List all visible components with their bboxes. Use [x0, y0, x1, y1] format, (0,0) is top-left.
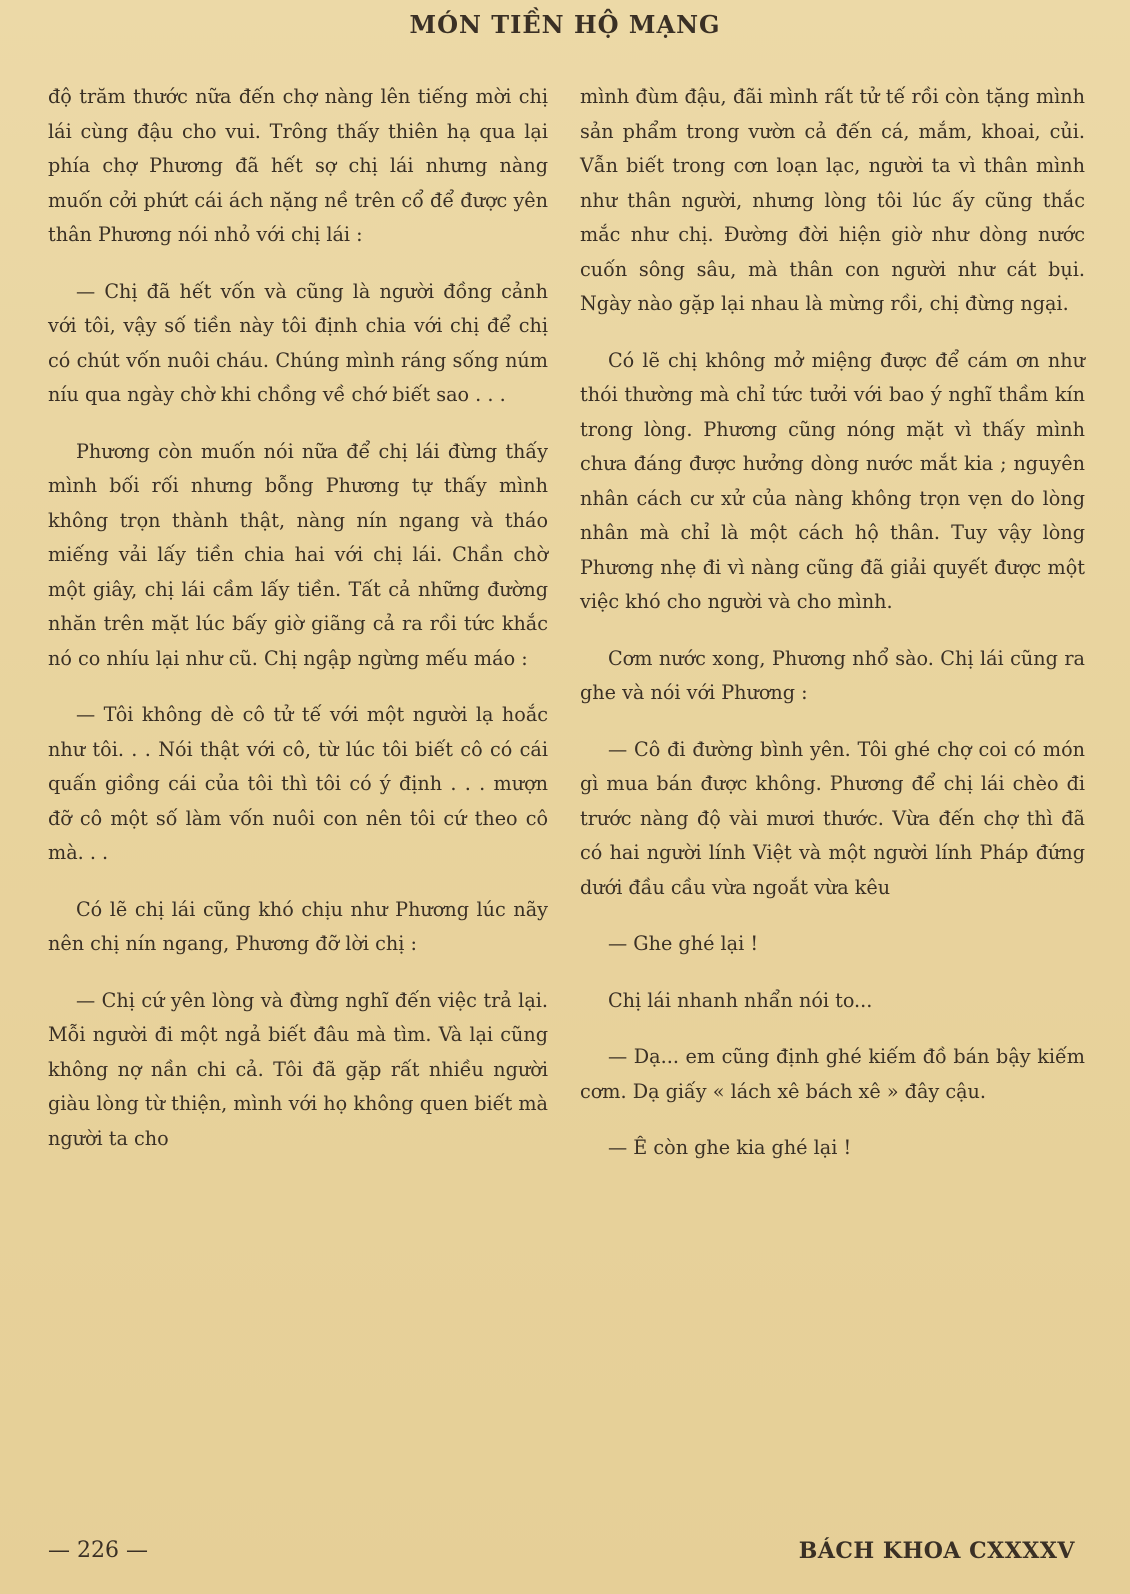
- page-number: — 226 —: [48, 1538, 148, 1563]
- publication-name: BÁCH KHOA CXXXXV: [798, 1538, 1075, 1564]
- paragraph: Phương còn muốn nói nữa để chị lái đừng thấy mình bối rối nhưng bỗng Phương tự thấy mình không trọn thành thật, nàng nín ngang và tháo miếng vải lấy tiền chia hai với chị lái. Chần chờ một giây, chị lái cầm lấy tiền. Tất cả những đường nhăn trên mặt lúc bấy giờ giãng cả ra rồi tức khắc nó co nhíu lại như cũ. Chị ngập ngừng mếu máo :: [48, 439, 548, 670]
- paragraph: — Cô đi đường bình yên. Tôi ghé chợ coi có món gì mua bán được không. Phương để chị lái chèo đi trước nàng độ vài mươi thước. Vừa đến chợ thì đã có hai người lính Việt và một người lính Pháp đứng dưới đầu cầu vừa ngoắt vừa kêu: [580, 737, 1085, 899]
- paragraph: — Dạ... em cũng định ghé kiếm đồ bán bậy kiếm cơm. Dạ giấy « lách xê bách xê » đây cậu.: [580, 1045, 1085, 1103]
- paragraph: độ trăm thước nữa đến chợ nàng lên tiếng mời chị lái cùng đậu cho vui. Trông thấy thiên hạ qua lại phía chợ Phương đã hết sợ chị lái nhưng nàng muốn cởi phứt cái ách nặng nề trên cổ để được yên thân Phương nói nhỏ với chị lái :: [48, 85, 548, 246]
- paragraph: mình đùm đậu, đãi mình rất tử tế rồi còn tặng mình sản phẩm trong vườn cả đến cá, mắm, khoai, củi. Vẫn biết trong cơn loạn lạc, người ta vì thân mình như thân người, nhưng lòng tôi lúc ấy cũng thắc mắc như chị. Đường đời hiện giờ như dòng nước cuốn sông sâu, mà thân con người như cát bụi. Ngày nào gặp lại nhau là mừng rồi, chị đừng ngại.: [580, 85, 1085, 315]
- page-header-title: MÓN TIỀN HỘ MẠNG: [409, 10, 721, 39]
- paragraph: Cơm nước xong, Phương nhổ sào. Chị lái cũng ra ghe và nói với Phương :: [580, 646, 1085, 704]
- paragraph: — Ê còn ghe kia ghé lại !: [608, 1136, 852, 1159]
- left-column: [48, 80, 548, 1178]
- paragraph: — Chị cứ yên lòng và đừng nghĩ đến việc trả lại. Mỗi người đi một ngả biết đâu mà tìm. Và lại cũng không nợ nần chi cả. Tôi đã gặp rất nhiều người giàu lòng từ thiện, mình với họ không quen biết mà người ta cho: [48, 988, 548, 1150]
- paragraph: — Ghe ghé lại !: [608, 932, 759, 955]
- paragraph: Có lẽ chị lái cũng khó chịu như Phương lúc nãy nên chị nín ngang, Phương đỡ lời chị :: [48, 897, 548, 955]
- right-column: [580, 80, 1085, 1188]
- paragraph: Có lẽ chị không mở miệng được để cám ơn như thói thường mà chỉ tức tưởi với bao ý nghĩ thầm kín trong lòng. Phương cũng nóng mặt vì thấy mình chưa đáng được hưởng dòng nước mắt kia ; nguyên nhân cách cư xử của nàng không trọn vẹn do lòng nhân mà chỉ là một cách hộ thân. Tuy vậy lòng Phương nhẹ đi vì nàng cũng đã giải quyết được một việc khó cho người và cho mình.: [580, 348, 1085, 613]
- paragraph: Chị lái nhanh nhẩn nói to...: [608, 988, 873, 1012]
- paragraph: — Chị đã hết vốn và cũng là người đồng cảnh với tôi, vậy số tiền này tôi định chia với chị để chị có chút vốn nuôi cháu. Chúng mình ráng sống núm níu qua ngày chờ khi chồng về chớ biết sao . . .: [48, 279, 548, 406]
- paragraph: — Tôi không dè cô tử tế với một người lạ hoắc như tôi. . . Nói thật với cô, từ lúc tôi biết cô có cái quấn giồng cái của tôi thì tôi có ý định . . . mượn đỡ cô một số làm vốn nuôi con nên tôi cứ theo cô mà. . .: [48, 703, 548, 864]
